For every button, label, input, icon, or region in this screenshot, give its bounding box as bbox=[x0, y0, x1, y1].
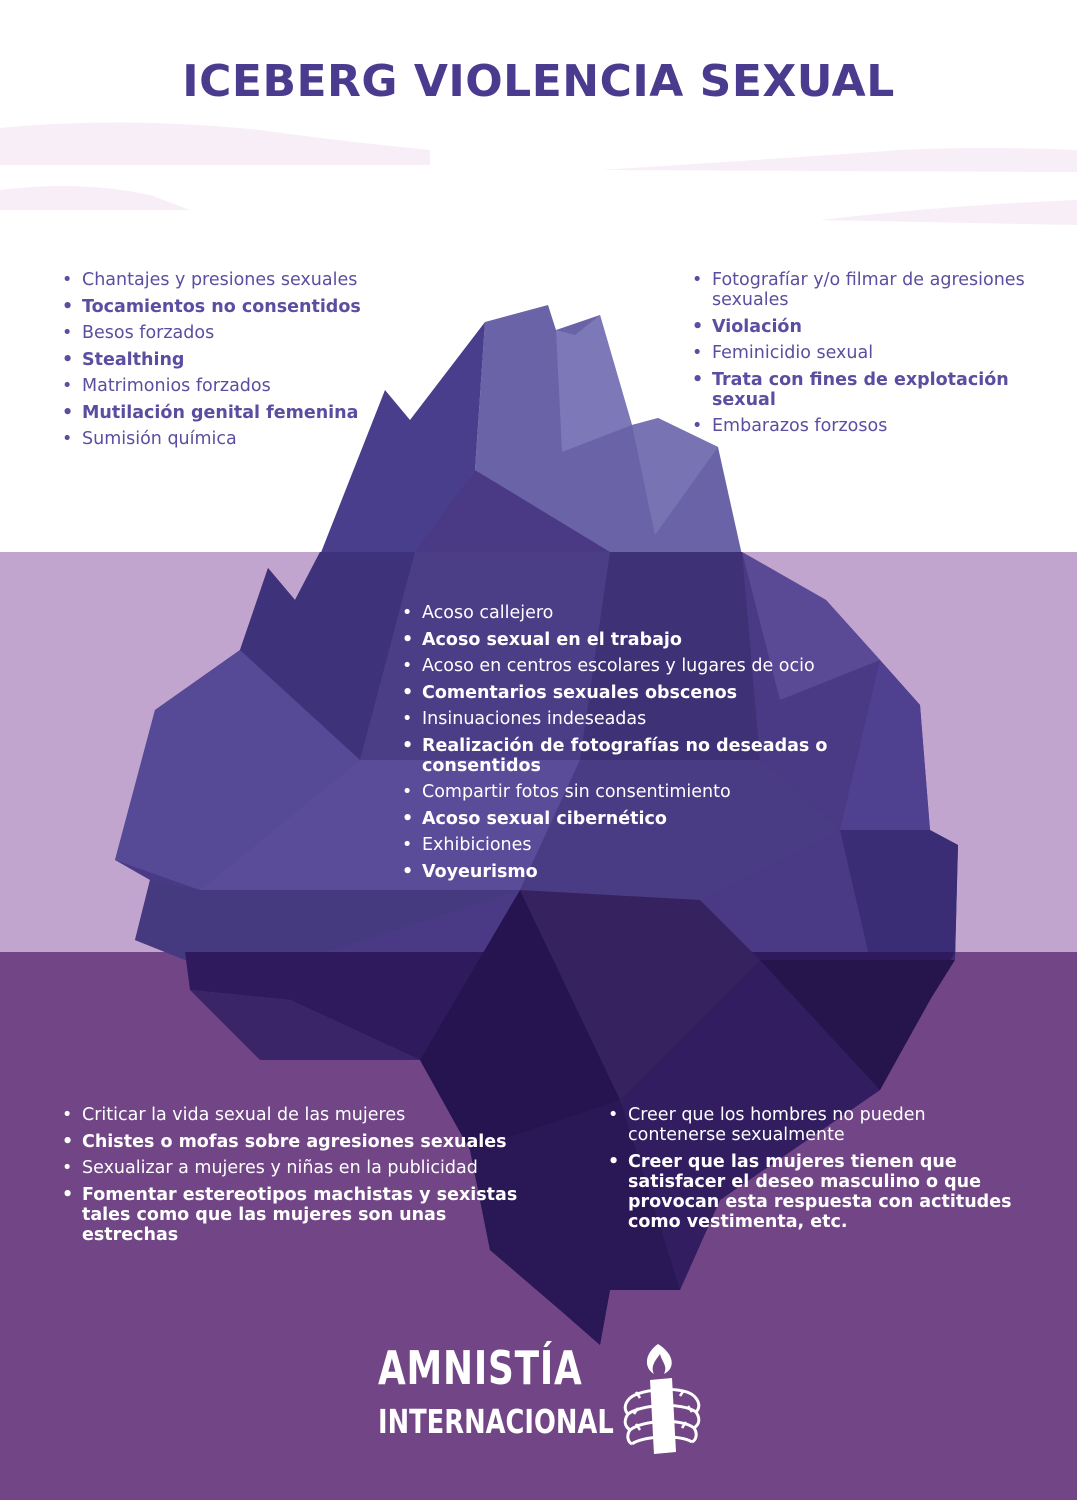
waterline-item: • Acoso callejero bbox=[402, 603, 842, 623]
underwater-left-item: • Sexualizar a mujeres y niñas en la publicidad bbox=[62, 1158, 542, 1178]
underwater-list-right bbox=[608, 1105, 1028, 1238]
waterline-item: • Acoso sexual cibernético bbox=[402, 809, 842, 829]
underwater-list-left bbox=[62, 1105, 542, 1251]
above-water-right-item: • Embarazos forzosos bbox=[692, 416, 1052, 436]
waterline-item: • Acoso en centros escolares y lugares de ocio bbox=[402, 656, 842, 676]
above-water-list-left bbox=[62, 270, 502, 456]
above-water-left-item: • Mutilación genital femenina bbox=[62, 403, 502, 423]
underwater-left-item: • Fomentar estereotipos machistas y sexistas tales como que las mujeres son unas estrechas bbox=[62, 1185, 542, 1245]
above-water-list-right bbox=[692, 270, 1052, 443]
logo-line-2: INTERNACIONAL bbox=[378, 1402, 614, 1441]
underwater-left-item: • Chistes o mofas sobre agresiones sexuales bbox=[62, 1132, 542, 1152]
page-title: ICEBERG VIOLENCIA SEXUAL bbox=[182, 56, 895, 107]
underwater-right-item: • Creer que las mujeres tienen que satisfacer el deseo masculino o que provocan esta respuesta con actitudes como vestimenta, etc. bbox=[608, 1152, 1028, 1232]
above-water-right-item: • Fotografíar y/o filmar de agresiones sexuales bbox=[692, 270, 1052, 310]
candle-barbed-wire-icon bbox=[622, 1340, 702, 1460]
underwater-right-item: • Creer que los hombres no pueden contenerse sexualmente bbox=[608, 1105, 1028, 1145]
above-water-left-item: • Sumisión química bbox=[62, 429, 502, 449]
waterline-item: • Insinuaciones indeseadas bbox=[402, 709, 842, 729]
waterline-list bbox=[402, 603, 842, 888]
above-water-right-item: • Feminicidio sexual bbox=[692, 343, 1052, 363]
above-water-left-item: • Stealthing bbox=[62, 350, 502, 370]
above-water-left-item: • Tocamientos no consentidos bbox=[62, 297, 502, 317]
amnesty-logo bbox=[378, 1340, 708, 1460]
above-water-left-item: • Matrimonios forzados bbox=[62, 376, 502, 396]
above-water-right-item: • Trata con fines de explotación sexual bbox=[692, 370, 1052, 410]
above-water-right-item: • Violación bbox=[692, 317, 1052, 337]
waterline-item: • Voyeurismo bbox=[402, 862, 842, 882]
above-water-left-item: • Chantajes y presiones sexuales bbox=[62, 270, 502, 290]
logo-line-1: AMNISTÍA bbox=[378, 1341, 583, 1395]
waterline-item: • Comentarios sexuales obscenos bbox=[402, 683, 842, 703]
waterline-item: • Realización de fotografías no deseadas o consentidos bbox=[402, 736, 842, 776]
waterline-item: • Acoso sexual en el trabajo bbox=[402, 630, 842, 650]
underwater-left-item: • Criticar la vida sexual de las mujeres bbox=[62, 1105, 542, 1125]
above-water-left-item: • Besos forzados bbox=[62, 323, 502, 343]
waterline-item: • Compartir fotos sin consentimiento bbox=[402, 782, 842, 802]
waterline-item: • Exhibiciones bbox=[402, 835, 842, 855]
